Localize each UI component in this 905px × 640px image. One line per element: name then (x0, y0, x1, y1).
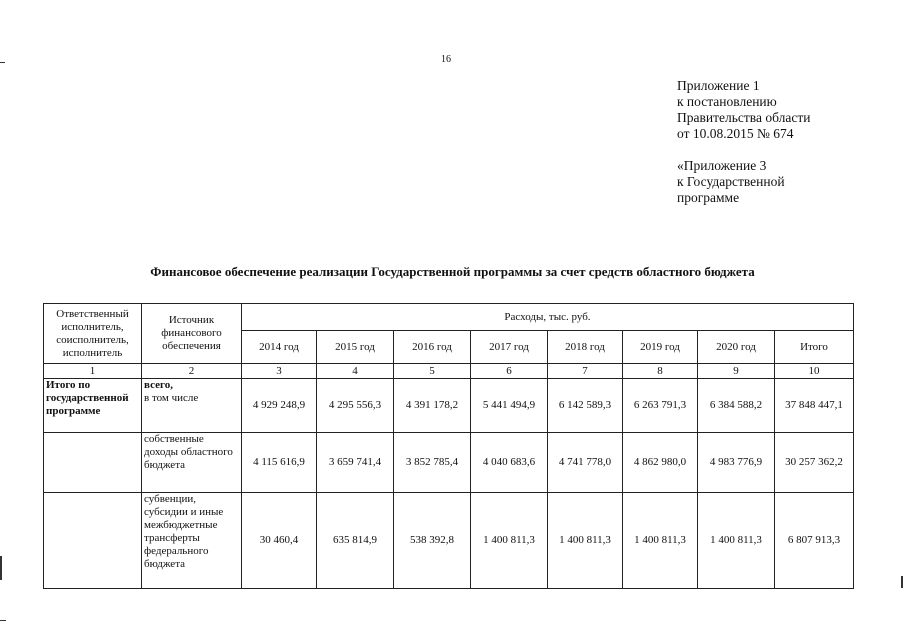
header-year: 2017 год (471, 331, 548, 364)
value-cell: 4 391 178,2 (394, 379, 471, 433)
value-cell: 3 852 785,4 (394, 433, 471, 493)
responsible-cell: Итого по государственной программе (44, 379, 142, 433)
scan-edge-mark (0, 620, 6, 621)
value-cell: 4 040 683,6 (471, 433, 548, 493)
appendix-line: Правительства области (677, 110, 811, 125)
value-cell: 1 400 811,3 (623, 493, 698, 589)
table-row-total (44, 379, 854, 433)
value-cell: 1 400 811,3 (471, 493, 548, 589)
column-number: 4 (317, 364, 394, 379)
header-total: Итого (775, 331, 854, 364)
header-row (44, 304, 854, 331)
value-cell: 538 392,8 (394, 493, 471, 589)
value-cell: 1 400 811,3 (698, 493, 775, 589)
appendix-line: Приложение 1 (677, 78, 760, 93)
column-number: 7 (548, 364, 623, 379)
column-number: 5 (394, 364, 471, 379)
header-responsible: Ответственный исполнитель, соисполнитель, исполнитель (44, 304, 142, 364)
table-row-own-revenue (44, 433, 854, 493)
financing-table (43, 303, 854, 589)
column-number: 2 (142, 364, 242, 379)
source-cell: собственные доходы областного бюджета (142, 433, 242, 493)
scan-edge-mark (901, 576, 903, 588)
program-appendix-line: «Приложение 3 (677, 158, 767, 173)
header-year: 2020 год (698, 331, 775, 364)
column-number: 6 (471, 364, 548, 379)
column-number: 1 (44, 364, 142, 379)
value-cell: 4 741 778,0 (548, 433, 623, 493)
appendix-line: от 10.08.2015 № 674 (677, 126, 794, 141)
column-number: 3 (242, 364, 317, 379)
scan-edge-mark (0, 556, 2, 580)
value-cell: 635 814,9 (317, 493, 394, 589)
value-cell: 1 400 811,3 (548, 493, 623, 589)
column-number: 9 (698, 364, 775, 379)
source-cell: субвенции, субсидии и иные межбюджетные трансферты федерального бюджета (142, 493, 242, 589)
header-year: 2018 год (548, 331, 623, 364)
value-cell: 4 295 556,3 (317, 379, 394, 433)
value-cell: 37 848 447,1 (775, 379, 854, 433)
source-total-label: всего, (144, 379, 173, 391)
header-year: 2014 год (242, 331, 317, 364)
header-expenses: Расходы, тыс. руб. (242, 304, 854, 331)
value-cell: 6 807 913,3 (775, 493, 854, 589)
column-number-row (44, 364, 854, 379)
appendix-line: к постановлению (677, 94, 777, 109)
document-title: Финансовое обеспечение реализации Государственной программы за счет средств областного бюджета (150, 264, 755, 279)
header-year: 2015 год (317, 331, 394, 364)
value-cell: 4 983 776,9 (698, 433, 775, 493)
value-cell: 6 384 588,2 (698, 379, 775, 433)
value-cell: 4 929 248,9 (242, 379, 317, 433)
header-source: Источник финансового обеспечения (142, 304, 242, 364)
column-number: 10 (775, 364, 854, 379)
value-cell: 6 142 589,3 (548, 379, 623, 433)
header-year: 2016 год (394, 331, 471, 364)
value-cell: 4 115 616,9 (242, 433, 317, 493)
table-row-federal-transfers (44, 493, 854, 589)
value-cell: 6 263 791,3 (623, 379, 698, 433)
program-appendix-line: к Государственной (677, 174, 785, 189)
appendix-header (677, 78, 810, 206)
program-appendix-line: программе (677, 190, 740, 205)
value-cell: 4 862 980,0 (623, 433, 698, 493)
responsible-cell (44, 493, 142, 589)
source-cell: в том числе (144, 392, 199, 404)
page-number: 16 (441, 54, 451, 65)
value-cell: 30 460,4 (242, 493, 317, 589)
value-cell: 3 659 741,4 (317, 433, 394, 493)
value-cell: 5 441 494,9 (471, 379, 548, 433)
header-year: 2019 год (623, 331, 698, 364)
responsible-cell (44, 433, 142, 493)
scan-edge-mark (0, 62, 5, 63)
value-cell: 30 257 362,2 (775, 433, 854, 493)
column-number: 8 (623, 364, 698, 379)
